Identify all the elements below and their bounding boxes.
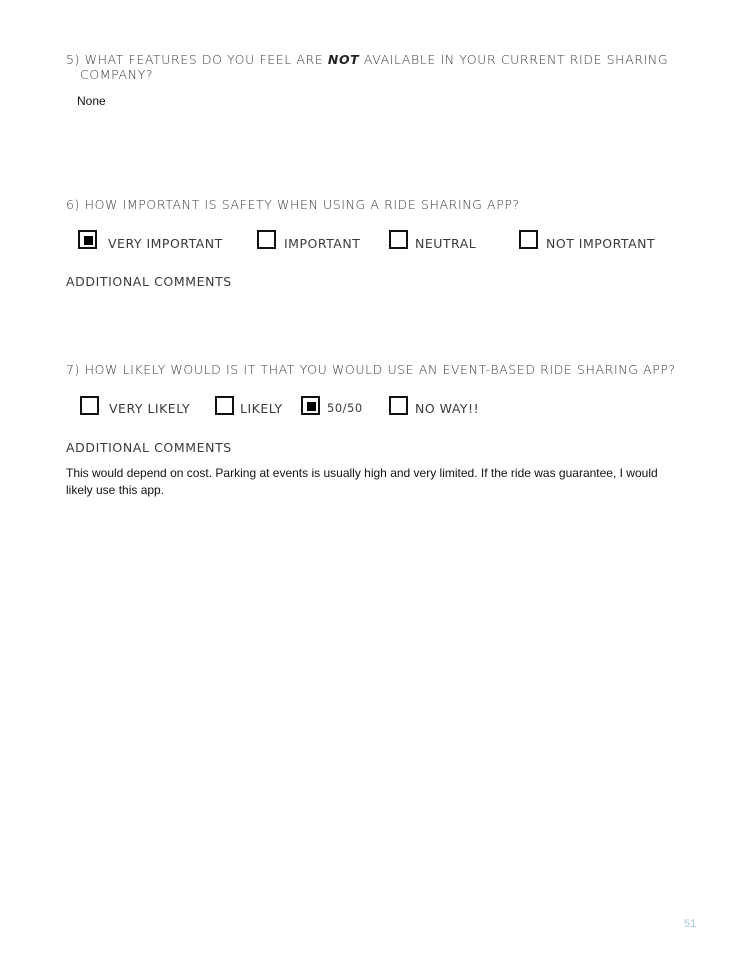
q6-option-important: IMPORTANT bbox=[284, 236, 361, 251]
q7-option-no-way: NO WAY!! bbox=[415, 401, 480, 416]
q6-comments-label: ADDITIONAL COMMENTS bbox=[66, 274, 232, 289]
q7-comment-line2: likely use this app. bbox=[66, 483, 165, 497]
page-number: 51 bbox=[684, 918, 697, 930]
q6-option-neutral: NEUTRAL bbox=[415, 236, 477, 251]
q6-option-not-important: NOT IMPORTANT bbox=[546, 236, 656, 251]
q5-question-start: 5) WHAT FEATURES DO YOU FEEL ARE bbox=[66, 52, 328, 67]
q6-checkbox-neutral[interactable] bbox=[389, 230, 408, 249]
q5-question-line2: COMPANY? bbox=[80, 67, 154, 82]
q7-question: 7) HOW LIKELY WOULD IS IT THAT YOU WOULD USE AN EVENT-BASED RIDE SHARING APP? bbox=[66, 362, 676, 377]
q7-comment-line1: This would depend on cost. Parking at events is usually high and very limited. If the ride was guarantee, I would bbox=[66, 466, 658, 480]
q7-checkbox-no-way[interactable] bbox=[389, 396, 408, 415]
q5-question-end: AVAILABLE IN YOUR CURRENT RIDE SHARING bbox=[359, 52, 669, 67]
q6-question: 6) HOW IMPORTANT IS SAFETY WHEN USING A RIDE SHARING APP? bbox=[66, 197, 520, 212]
q7-checkbox-very-likely[interactable] bbox=[80, 396, 99, 415]
q5-answer: None bbox=[77, 94, 106, 108]
q6-checkbox-important[interactable] bbox=[257, 230, 276, 249]
q7-comments-label: ADDITIONAL COMMENTS bbox=[66, 440, 232, 455]
q7-option-very-likely: VERY LIKELY bbox=[109, 401, 191, 416]
q5-question-emphasis: NOT bbox=[327, 52, 360, 67]
q6-option-very-important: VERY IMPORTANT bbox=[108, 236, 223, 251]
q7-checkbox-likely[interactable] bbox=[215, 396, 234, 415]
q6-checkbox-very-important[interactable] bbox=[78, 230, 97, 249]
q7-option-likely: LIKELY bbox=[240, 401, 283, 416]
q7-checkbox-50-50[interactable] bbox=[301, 396, 320, 415]
q6-checkbox-not-important[interactable] bbox=[519, 230, 538, 249]
q7-option-50-50: 50/50 bbox=[327, 401, 363, 415]
q5-question bbox=[66, 52, 668, 67]
